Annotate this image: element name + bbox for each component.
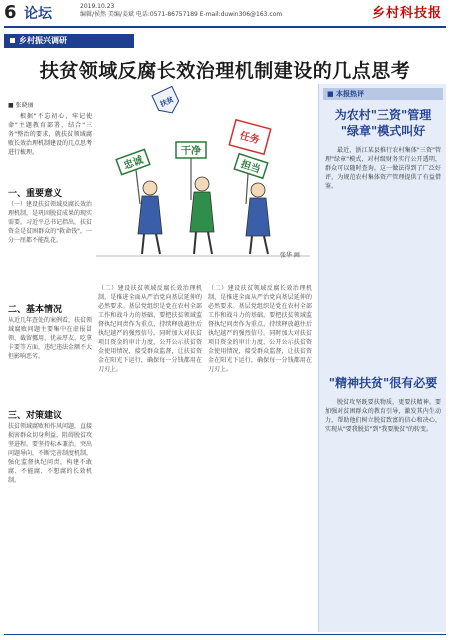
head-left xyxy=(143,181,157,195)
poverty-shield xyxy=(152,86,182,117)
leg-left-b xyxy=(156,234,160,254)
figure-right xyxy=(229,120,271,254)
lead-paragraph: 根据"不忘初心、牢记使命"主题教育部署，结合"三务"整治的要求，就扶贫领域腐败长效治理机制建设的几点思考进行梳理。 xyxy=(8,113,93,156)
sign-pole-left xyxy=(136,170,140,204)
sidebar-body-1: 最近，浙江某县推行农村集体"三资"管理"绿章"模式，对村级财务实行公开透明，群众可以随时查询。这一做法得到了广泛好评，为规范农村集体资产管理提供了有益借鉴。 xyxy=(325,147,441,190)
cartoon-caption: 张华 画 xyxy=(280,252,300,259)
sign-text-right: 担当 xyxy=(239,159,262,176)
section-body-3: 扶贫领域腐败和作风问题，直接损害群众切身利益，阻碍脱贫攻坚进程。要坚持标本兼治，突出问题导向，不断完善制度机制，强化监督执纪问责，构建不敢腐、不能腐、不想腐的长效机制。 xyxy=(8,423,92,484)
task-board-text: 任务 xyxy=(238,130,261,147)
editor-line: 编辑/侯然 美编/姜斌 电话:0571-86757189 E-mail:duwin306@163.com xyxy=(80,11,283,18)
leg-left-a xyxy=(142,234,144,254)
page-number: 6 xyxy=(4,2,17,23)
column-label xyxy=(4,34,134,48)
masthead-rule xyxy=(4,26,446,28)
sidebar-title-line2: "绿章"模式叫好 xyxy=(340,124,426,138)
leg-right-b xyxy=(264,236,268,254)
section-heading-1: 一、重要意义 xyxy=(8,189,63,199)
section-heading-2: 二、基本情况 xyxy=(8,305,63,315)
head-middle xyxy=(195,177,209,191)
body-middle xyxy=(190,192,214,232)
shield-text: 扶贫 xyxy=(158,95,176,109)
masthead xyxy=(0,0,450,30)
sidebar-commentary xyxy=(318,84,446,632)
sign-text-left: 忠诚 xyxy=(122,154,145,172)
leg-middle-a xyxy=(194,232,196,254)
byline: ■ 张晓丽 xyxy=(8,102,34,109)
body-left xyxy=(138,196,162,234)
sidebar-title-line1: 为农村"三资"管理 xyxy=(334,108,432,122)
body-column-3: （二）建设扶贫领域反腐长效治理机制，是推进全面从严治党向基层延伸的必然要求。基层党组织是党在农村全部工作和战斗力的基础，要把扶贫领域监督执纪问责作为重点，持续释放越往后执纪越严的强烈信号。同时加大对扶贫项目资金的审计力度，公开公示扶贫资金使用情况，接受群众监督，让扶贫资金在阳光下运行，确保每一分钱都用在刀刃上。 xyxy=(208,285,312,373)
body-column-2: （二）建设扶贫领域反腐长效治理机制，是推进全面从严治党向基层延伸的必然要求。基层党组织是党在农村全部工作和战斗力的基础，要把扶贫领域监督执纪问责作为重点，持续释放越往后执纪越严的强烈信号。同时加大对扶贫项目资金的审计力度，公开公示扶贫资金使用情况，接受群众监督，让扶贫资金在阳光下运行，确保每一分钱都用在刀刃上。 xyxy=(98,285,202,373)
head-right xyxy=(251,183,265,197)
sign-pole-right xyxy=(246,174,248,204)
square-icon xyxy=(10,38,15,43)
issue-meta xyxy=(80,3,282,19)
article-headline: 扶贫领域反腐长效治理机制建设的几点思考 xyxy=(39,60,411,82)
cartoon-illustration xyxy=(96,84,310,274)
sign-text-middle: 干净 xyxy=(181,146,201,157)
section-body-1: （一）建设扶贫领域反腐长效治理机制，是巩固脱贫成果的现实需要。习近平总书记指出，扶贫资金是贫困群众的"救命钱"，一分一厘都不能乱花。 xyxy=(8,201,92,244)
sidebar-tag: ■ 本报热评 xyxy=(323,88,443,100)
figure-middle xyxy=(176,142,214,254)
column-label-text: 乡村振兴调研 xyxy=(19,36,67,45)
issue-date: 2019.10.23 xyxy=(80,3,115,10)
body-right xyxy=(246,198,270,236)
section-body-2: 从近几年查处的案例看，扶贫领域腐败问题主要集中在虚报冒领、截留挪用、优亲厚友、吃拿卡要等方面，违纪违法金额不大但影响恶劣。 xyxy=(8,317,92,360)
sidebar-body-2: 脱贫攻坚既要扶物质，更要扶精神。要加强对贫困群众的教育引导，激发其内生动力，帮助他们树立脱贫致富的信心和决心，实现从"要我脱贫"到"我要脱贫"的转变。 xyxy=(325,399,441,433)
figure-left xyxy=(116,149,162,254)
leg-right-a xyxy=(250,236,252,254)
section-title: 论坛 xyxy=(24,6,52,22)
bottom-rule xyxy=(4,634,446,635)
sidebar-title-2: "精神扶贫"很有必要 xyxy=(328,376,438,390)
section-heading-3: 三、对策建议 xyxy=(8,411,63,421)
paper-name: 乡村科技报 xyxy=(371,6,442,21)
leg-middle-b xyxy=(208,232,212,254)
